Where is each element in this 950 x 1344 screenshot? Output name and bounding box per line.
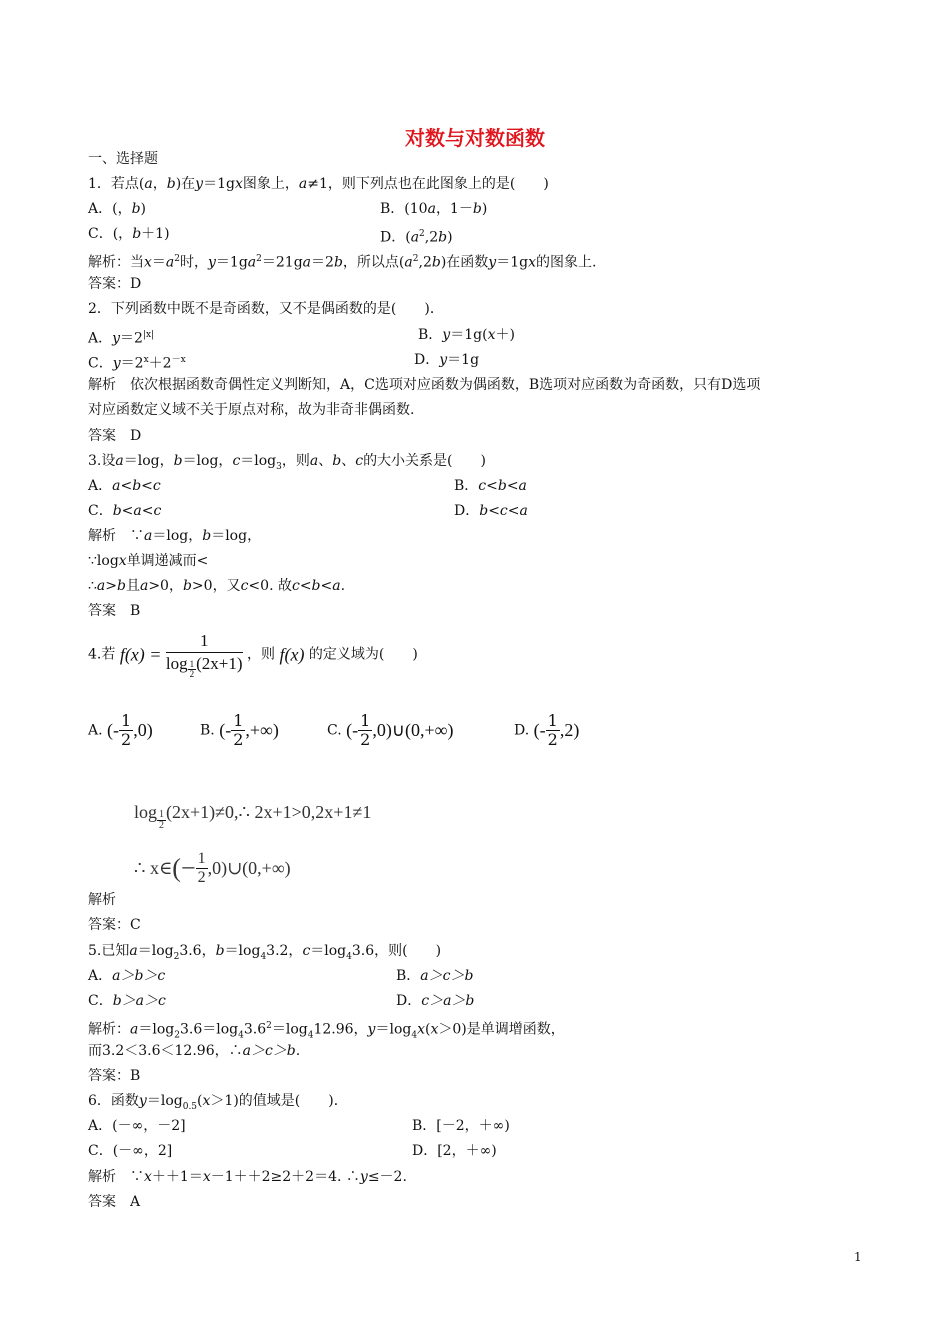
q5-option-a: A．a＞b＞c <box>88 968 166 984</box>
q4-solution-image: log $\frac{1}{2}$ (2x+1)≠0,∴ 2x+1>0,2x+1≠1 ∴ x∈(− $\frac{1}{2}$ ,0)∪(0,+∞) <box>134 802 372 886</box>
q3-option-a: A．a<b<c <box>88 478 161 494</box>
q1-option-c: C．(，b＋1) <box>88 226 170 242</box>
q6-option-c: C．(－∞，2] <box>88 1143 173 1159</box>
q3-option-d: D．b<c<a <box>454 503 528 519</box>
q4-option-c: C. (- $\frac{1}{2}$ ,0)∪(0,+∞) <box>327 711 454 749</box>
q3-stem: 3.设a＝log，b＝log，$c=\log_3$，则a、b、c的大小关系是( ) <box>88 453 486 472</box>
page-number: 1 <box>854 1250 862 1264</box>
q1-answer: 答案：D <box>88 276 142 292</box>
page-title: 对数与对数函数 <box>405 126 545 150</box>
q3-option-b: B．c<b<a <box>454 478 527 494</box>
q3-option-c: C．b<a<c <box>88 503 162 519</box>
q4-answer: 答案：C <box>88 917 141 933</box>
q1-stem: 1．若点(a，b)在y＝1gx图象上，a≠1，则下列点也在此图象上的是( ) <box>88 176 549 192</box>
q5-option-b: B．a＞c＞b <box>396 968 474 984</box>
q5-option-d: D．c＞a＞b <box>396 993 475 1009</box>
q2-solution-line1: 解析 依次根据函数奇偶性定义判断知，A，C选项对应函数为偶函数，B选项对应函数为奇函数，只有D选项 <box>88 377 761 393</box>
q4-option-d: D. (- $\frac{1}{2}$ ,2) <box>514 711 580 749</box>
q5-solution-line1: 解析：$a=\log_23.6=\log_43.6^2=\log_412.96$，$y=\log_4x(x>0)$是单调增函数， <box>88 1021 565 1041</box>
q6-stem: 6．函数$y=\log_{0.5}(x>1)$的值域是( )． <box>88 1093 348 1112</box>
q4-solution-label: 解析 <box>88 892 116 908</box>
q3-solution-line1: 解析 ∵a＝log，b＝log， <box>88 528 262 544</box>
q4-function-label: f(x) = <box>119 644 162 665</box>
q2-option-a: A．$y=2^{|x|}$ <box>88 330 155 347</box>
q2-option-c: C．$y=2^x+2^{-x}$ <box>88 355 186 372</box>
q3-solution-line3: ∴a>b且a>0，b>0，又c<0. 故c<b<a. <box>88 578 346 594</box>
q6-option-b: B．[－2，＋∞) <box>412 1118 510 1134</box>
q6-option-a: A．(－∞，－2] <box>88 1118 186 1134</box>
q6-solution: 解析 ∵x＋＋1＝x－1＋＋2≥2＋2＝4. ∴y≤－2. <box>88 1169 407 1185</box>
q2-stem: 2．下列函数中既不是奇函数，又不是偶函数的是( )． <box>88 301 444 317</box>
q5-solution-line2: 而3.2＜3.6＜12.96，∴a＞c＞b. <box>88 1043 301 1059</box>
q4-fraction: 1 log $\frac{1}{2}$ (2x+1) <box>165 631 243 679</box>
q1-option-b: B．(10a，1－b) <box>380 201 488 217</box>
q6-option-d: D．[2，＋∞) <box>412 1143 497 1159</box>
q1-option-a: A．(，b) <box>88 201 147 217</box>
q5-stem: 5.已知$a=\log_23.6$，$b=\log_43.2$，$c=\log_43.6$，则( ) <box>88 943 442 962</box>
q6-answer: 答案 A <box>88 1194 141 1210</box>
q4-option-b: B. (- $\frac{1}{2}$ ,+∞) <box>200 711 279 749</box>
q3-solution-line2: ∵logx单调递减而< <box>88 553 209 569</box>
section-heading: 一、选择题 <box>88 151 158 167</box>
q2-solution-line2: 对应函数定义域不关于原点对称，故为非奇非偶函数. <box>88 402 415 418</box>
q5-option-c: C．b＞a＞c <box>88 993 166 1009</box>
q3-answer: 答案 B <box>88 603 141 619</box>
q4-stem: 4.若 f(x) = 1 log $\frac{1}{2}$ (2x+1) ，则 f(x) 的定义域为( ) <box>88 631 418 679</box>
q2-answer: 答案 D <box>88 428 142 444</box>
q1-solution: 解析：当$x=a^2$时，$y=1ga^2=21ga=2b$，所以点$(a^2,2b)$在函数y＝1gx的图象上. <box>88 254 597 271</box>
q2-option-b: B．y＝1g(x＋) <box>418 327 515 343</box>
q5-answer: 答案：B <box>88 1068 141 1084</box>
q1-option-d: D．$(a^2,2b)$ <box>380 229 453 246</box>
q2-option-d: D．y＝1g <box>414 352 480 368</box>
q4-option-a: A. (- $\frac{1}{2}$ ,0) <box>88 711 153 749</box>
